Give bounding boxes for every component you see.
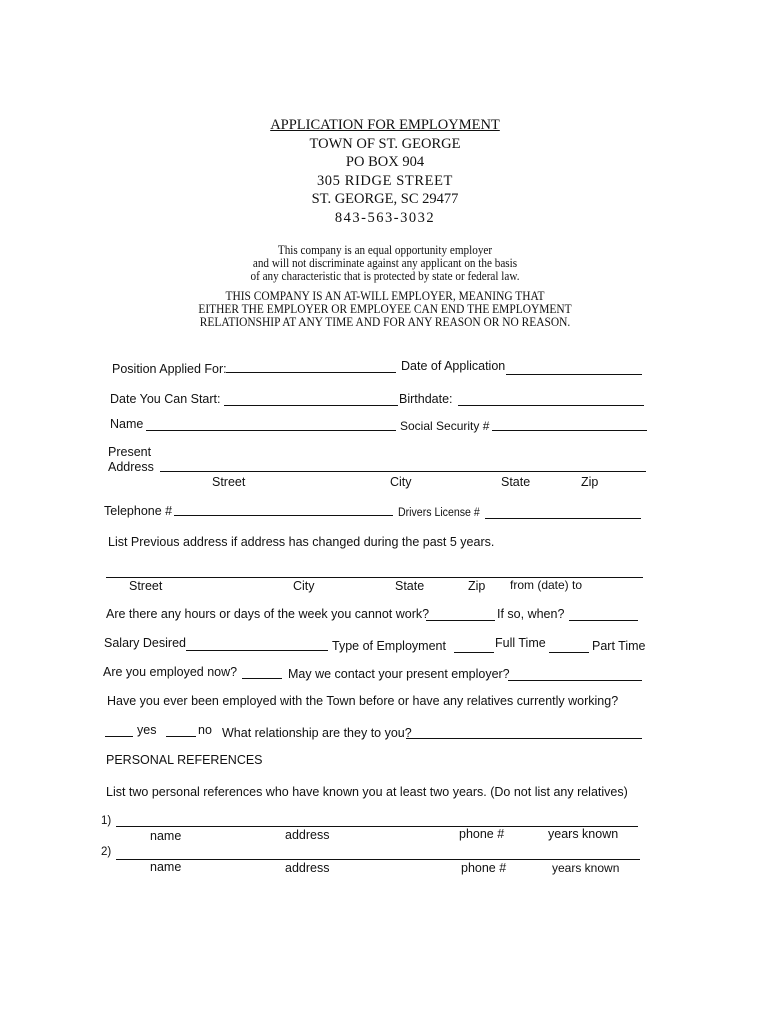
telephone-label: Telephone # [104,504,173,518]
start-date-label: Date You Can Start: [110,392,221,406]
birthdate-label: Birthdate: [399,392,453,406]
type-of-employment-label: Type of Employment [332,639,446,653]
drivers-license-label: Drivers License # [398,507,480,519]
telephone-field[interactable] [174,515,393,516]
reference-2-number: 2) [101,846,112,858]
position-label: Position Applied For: [112,362,227,376]
full-time-field[interactable] [454,652,494,653]
present-label: Present [108,445,152,459]
reference-2-name-label: name [150,860,182,874]
po-box: PO BOX 904 [345,154,425,170]
yes-label: yes [137,723,157,737]
date-of-application-field[interactable] [506,374,642,375]
hours-question-label: Are there any hours or days of the week you cannot work? [106,607,430,621]
prev-street-label: Street [129,579,163,593]
eeo-line-1: This company is an equal opportunity employer [277,242,493,257]
city-state-zip: ST. GEORGE, SC 29477 [311,191,459,207]
relationship-label: What relationship are they to you? [222,726,412,740]
address-state-label: State [501,475,531,489]
prev-city-label: City [293,579,315,593]
employed-now-label: Are you employed now? [103,665,238,679]
part-time-field[interactable] [549,652,589,653]
if-so-when-label: If so, when? [497,607,565,621]
eeo-line-3: of any characteristic that is protected by state or federal law. [250,268,520,283]
reference-1-address-label: address [285,828,330,842]
address-label: Address [108,460,154,474]
if-so-when-field[interactable] [569,620,638,621]
reference-1-years-label: years known [548,827,619,841]
reference-1-name-label: name [150,829,182,843]
name-label: Name [110,417,144,431]
street-address: 305 RIDGE STREET [316,173,454,189]
ssn-label: Social Security # [400,419,490,433]
address-city-label: City [390,475,412,489]
reference-2-years-label: years known [552,861,620,875]
org-name: TOWN OF ST. GEORGE [309,136,461,152]
employed-now-field[interactable] [242,678,282,679]
reference-2-address-label: address [285,861,330,875]
contact-employer-field[interactable] [508,680,642,681]
address-street-label: Street [212,475,246,489]
at-will-line-3: RELATIONSHIP AT ANY TIME AND FOR ANY REASON OR NO REASON. [199,314,571,329]
present-address-field[interactable] [160,471,646,472]
references-heading: PERSONAL REFERENCES [106,753,263,767]
drivers-license-field[interactable] [485,518,641,519]
previous-address-prompt: List Previous address if address has changed during the past 5 years. [108,535,495,549]
date-of-application-label: Date of Application [401,359,506,373]
phone-number: 843-563-3032 [334,210,436,226]
no-label: no [198,723,212,737]
name-field[interactable] [146,430,396,431]
full-time-label: Full Time [495,636,546,650]
address-zip-label: Zip [581,475,599,489]
part-time-label: Part Time [592,639,646,653]
reference-1-phone-label: phone # [459,827,505,841]
form-title: APPLICATION FOR EMPLOYMENT [270,117,500,133]
prev-state-label: State [395,579,425,593]
reference-2-field[interactable] [116,859,640,860]
reference-2-phone-label: phone # [461,861,507,875]
employed-before-question: Have you ever been employed with the Town before or have any relatives currently working? [107,694,619,708]
salary-label: Salary Desired [104,636,186,650]
start-date-field[interactable] [224,405,398,406]
at-will-line-1: THIS COMPANY IS AN AT-WILL EMPLOYER, MEANING THAT [225,288,545,303]
relationship-field[interactable] [406,738,642,739]
birthdate-field[interactable] [458,405,644,406]
references-instructions: List two personal references who have known you at least two years. (Do not list any relatives) [106,785,628,799]
eeo-line-2: and will not discriminate against any applicant on the basis [252,255,518,270]
contact-employer-label: May we contact your present employer? [288,667,510,681]
at-will-line-2: EITHER THE EMPLOYER OR EMPLOYEE CAN END THE EMPLOYMENT [198,301,572,316]
salary-field[interactable] [186,650,328,651]
prev-zip-label: Zip [468,579,486,593]
yes-field[interactable] [105,736,133,737]
no-field[interactable] [166,736,196,737]
hours-answer-field[interactable] [426,620,495,621]
position-field[interactable] [226,372,396,373]
reference-1-number: 1) [101,815,112,827]
prev-from-to-label: from (date) to [510,578,583,592]
ssn-field[interactable] [492,430,647,431]
